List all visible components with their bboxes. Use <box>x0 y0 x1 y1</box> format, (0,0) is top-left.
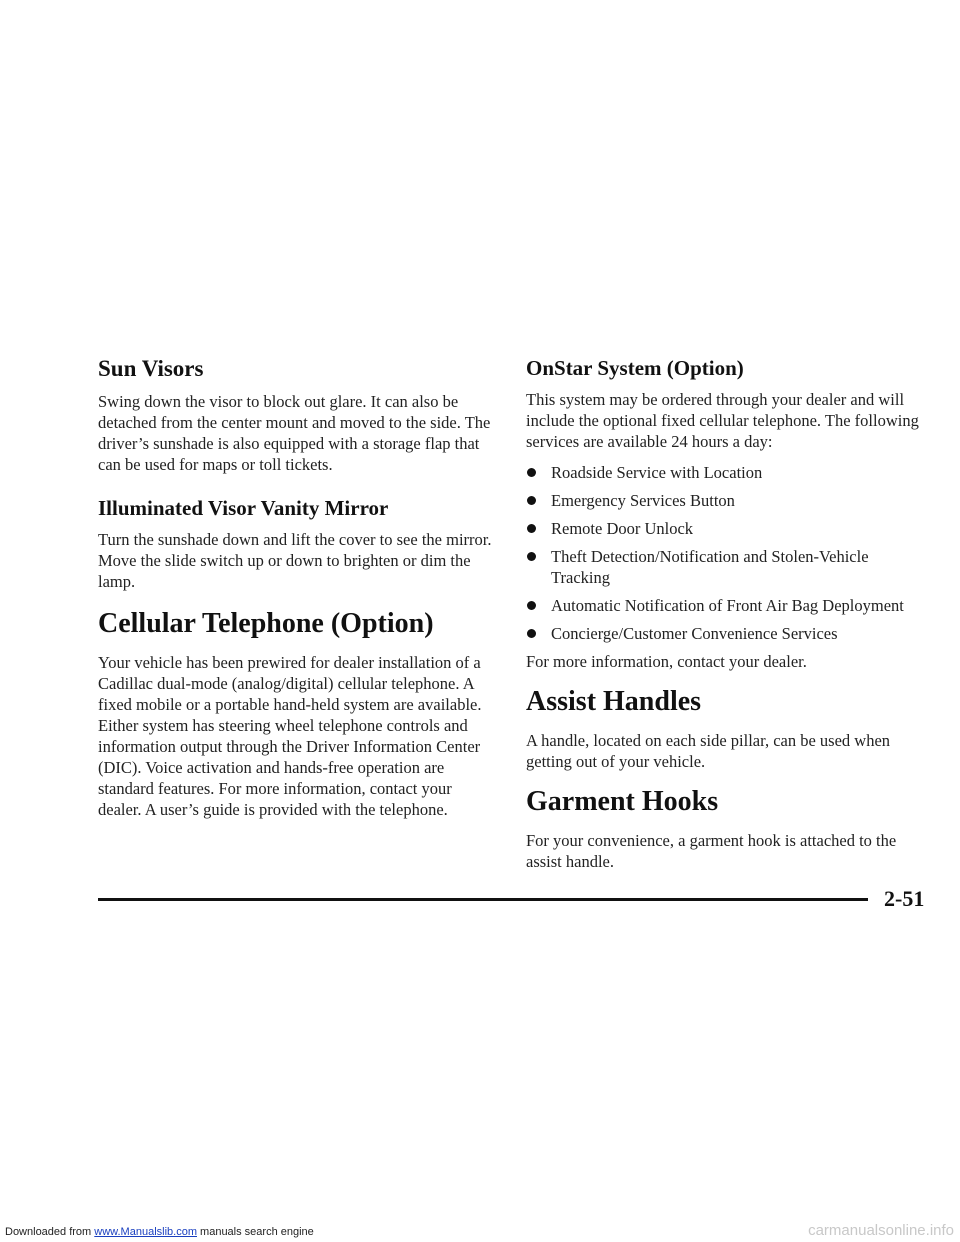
onstar-heading: OnStar System (Option) <box>526 356 744 380</box>
vanity-mirror-body: Turn the sunshade down and lift the cover to see the mirror. Move the slide switch up or down to brighten or dim the lamp. <box>98 530 492 591</box>
watermark-text: carmanualsonline.info <box>808 1222 954 1239</box>
garment-hooks-body: For your convenience, a garment hook is attached to the assist handle. <box>526 831 897 871</box>
cellular-body: Your vehicle has been prewired for dealer installation of a Cadillac dual-mode (analog/digital) cellular telephone. A fixed mobile or a portable hand-held system are available. Either system has steering wheel telephone controls and information output through the Driver Information Center (DIC). Voice activation and hands-free operation are standard features. For more information, contact your dealer. A user’s guide is provided with the telephone. <box>98 653 482 819</box>
cellular-heading: Cellular Telephone (Option) <box>98 608 434 639</box>
sun-visors-section <box>98 355 498 475</box>
list-item: Concierge/Customer Convenience Services <box>526 623 926 644</box>
list-item: Remote Door Unlock <box>526 518 926 539</box>
assist-handles-heading: Assist Handles <box>526 686 702 717</box>
assist-handles-section <box>526 686 926 772</box>
right-column <box>526 355 926 872</box>
garment-hooks-section <box>526 786 926 872</box>
onstar-services-list <box>526 462 926 644</box>
bullet-icon <box>527 552 536 561</box>
left-column <box>98 355 498 820</box>
vanity-mirror-section <box>98 495 498 592</box>
sun-visors-body: Swing down the visor to block out glare. It can also be detached from the center mount and moved to the side. The driver’s sunshade is also equipped with a storage flap that can be used for maps or toll tickets. <box>98 392 491 474</box>
onstar-section <box>526 355 926 672</box>
vanity-mirror-heading: Illuminated Visor Vanity Mirror <box>98 496 389 520</box>
onstar-body: This system may be ordered through your dealer and will include the optional fixed cellular telephone. The following services are available 24 hours a day: <box>526 390 919 451</box>
list-item: Theft Detection/Notification and Stolen-Vehicle Tracking <box>526 546 926 588</box>
page-number: 2-51 <box>884 886 925 911</box>
sun-visors-heading: Sun Visors <box>98 356 204 381</box>
bullet-icon <box>527 524 536 533</box>
download-footer: Downloaded from www.Manualslib.com manuals search engine <box>5 1226 314 1238</box>
garment-hooks-heading: Garment Hooks <box>526 786 719 817</box>
footer-rule <box>98 898 868 901</box>
list-item: Automatic Notification of Front Air Bag Deployment <box>526 595 926 616</box>
bullet-icon <box>527 468 536 477</box>
cellular-section <box>98 608 498 820</box>
bullet-icon <box>527 601 536 610</box>
list-item: Roadside Service with Location <box>526 462 926 483</box>
bullet-icon <box>527 629 536 638</box>
manualslib-link[interactable]: www.Manualslib.com <box>94 1226 197 1238</box>
bullet-icon <box>527 496 536 505</box>
onstar-footer: For more information, contact your dealer. <box>526 652 807 671</box>
assist-handles-body: A handle, located on each side pillar, can be used when getting out of your vehicle. <box>526 731 891 771</box>
list-item: Emergency Services Button <box>526 490 926 511</box>
